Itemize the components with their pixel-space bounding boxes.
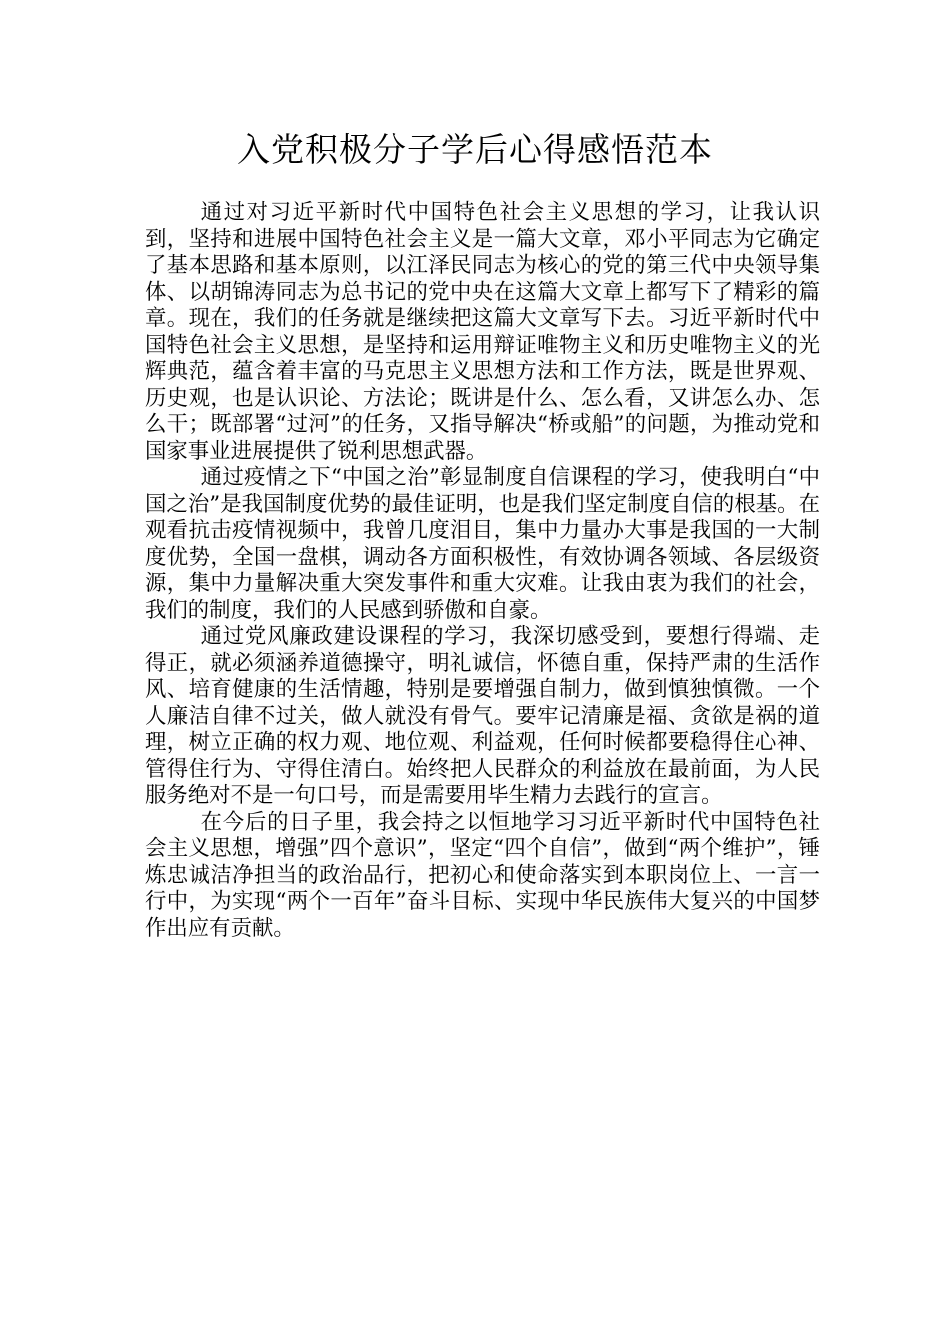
document-title: 入党积极分子学后心得感悟范本 bbox=[237, 130, 713, 169]
paragraph-4: 在今后的日子里，我会持之以恒地学习习近平新时代中国特色社会主义思想，增强”四个意识”，坚定“四个自信”，做到“两个维护”，锤炼忠诚洁净担当的政治品行，把初心和使命落实到本职岗位上、一言一行中，为实现“两个一百年”奋斗目标、实现中华民族伟大复兴的中国梦作出应有贡献。 bbox=[145, 809, 820, 941]
paragraph-2: 通过疫情之下“中国之治”彰显制度自信课程的学习，使我明白“中国之治”是我国制度优势的最佳证明，也是我们坚定制度自信的根基。在观看抗击疫情视频中，我曾几度泪目，集中力量办大事是我国的一大制度优势，全国一盘棋，调动各方面积极性，有效协调各领域、各层级资源，集中力量解决重大突发事件和重大灾难。让我由衷为我们的社会，我们的制度，我们的人民感到骄傲和自豪。 bbox=[145, 465, 820, 623]
document-body bbox=[145, 200, 820, 942]
paragraph-3: 通过党风廉政建设课程的学习，我深切感受到，要想行得端、走得正，就必须涵养道德操守，明礼诚信，怀德自重，保持严肃的生活作风、培育健康的生活情趣，特别是要增强自制力，做到慎独慎微。一个人廉洁自律不过关，做人就没有骨气。要牢记清廉是福、贪欲是祸的道理，树立正确的权力观、地位观、利益观，任何时候都要稳得住心神、管得住行为、守得住清白。始终把人民群众的利益放在最前面，为人民服务绝对不是一句口号，而是需要用毕生精力去践行的宣言。 bbox=[145, 624, 820, 808]
paragraph-1: 通过对习近平新时代中国特色社会主义思想的学习，让我认识到，坚持和进展中国特色社会主义是一篇大文章，邓小平同志为它确定了基本思路和基本原则，以江泽民同志为核心的党的第三代中央领导集体、以胡锦涛同志为总书记的党中央在这篇大文章上都写下了精彩的篇章。现在，我们的任务就是继续把这篇大文章写下去。习近平新时代中国特色社会主义思想，是坚持和运用辩证唯物主义和历史唯物主义的光辉典范，蕴含着丰富的马克思主义思想方法和工作方法，既是世界观、历史观，也是认识论、方法论；既讲是什么、怎么看，又讲怎么办、怎么干；既部署“过河”的任务，又指导解决“桥或船”的问题，为推动党和国家事业进展提供了锐利思想武器。 bbox=[145, 200, 820, 464]
